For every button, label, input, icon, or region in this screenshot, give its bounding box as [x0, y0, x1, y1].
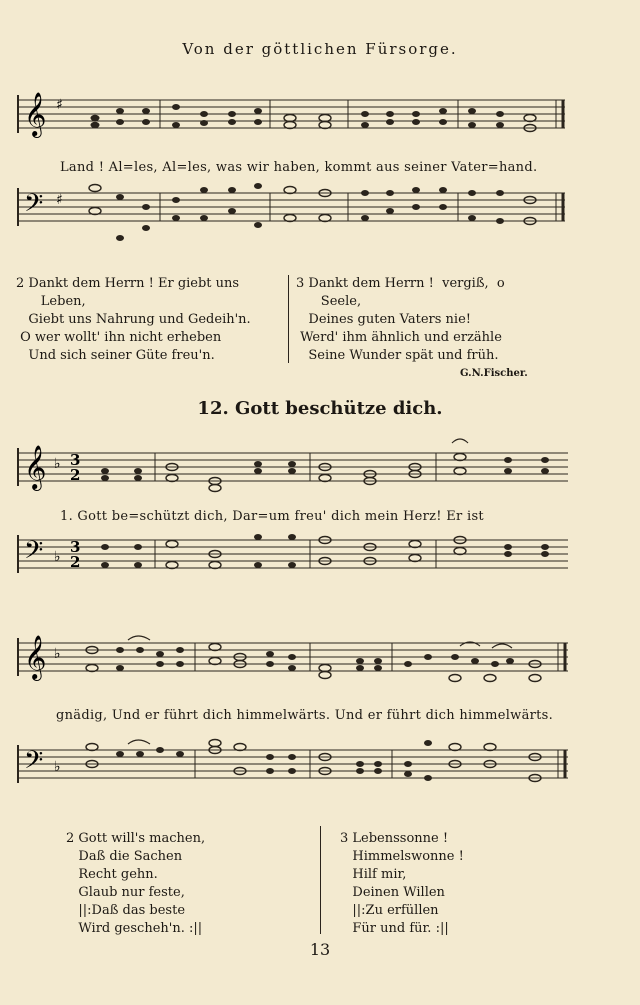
treble-clef-icon: 𝄞	[24, 445, 47, 489]
bass-clef-icon: 𝄢	[24, 746, 44, 781]
hymn1-verse-2: 2 Dankt dem Herrn ! Er giebt uns Leben, Giebt uns Nahrung und Gedeih'n. O wer wollt' ihn nicht erheben Und sich seiner Güte freu'n.	[16, 276, 251, 363]
hymn2-lyric-line-1: 1. Gott be=schützt dich, Dar=um freu' dich mein Herz! Er ist	[60, 509, 484, 524]
flat-icon: ♭	[54, 549, 61, 565]
hymn2-treble-staff-1	[0, 438, 640, 503]
flat-icon: ♭	[54, 759, 61, 775]
hymn1-verse-3: 3 Dankt dem Herrn ! vergiß, o Seele, Deines guten Vaters nie! Werd' ihm ähnlich und erzähle Seine Wunder spät und früh.	[296, 276, 505, 363]
hymn2-verse-3: 3 Lebenssonne ! Himmelswonne ! Hilf mir, Deinen Willen ||:Zu erfüllen Für und für. :||	[340, 831, 464, 936]
time-signature-bottom: 2	[70, 466, 81, 484]
flat-icon: ♭	[54, 646, 61, 662]
hymn1-attribution: G.N.Fischer.	[460, 368, 528, 379]
time-signature-top: 3	[70, 451, 81, 469]
hymn1-bass-staff	[0, 178, 640, 248]
hymn2-lyric-line-2: gnädig, Und er führt dich himmelwärts. Und er führt dich himmelwärts.	[56, 708, 554, 723]
hymn1-lyric-line: Land ! Al=les, Al=les, was wir haben, kommt aus seiner Vater=hand.	[60, 160, 538, 175]
section-heading: Von der göttlichen Fürsorge.	[182, 40, 458, 58]
time-signature-bottom: 2	[70, 553, 81, 571]
bass-clef-icon: 𝄢	[24, 536, 44, 571]
hymn2-verse-2: 2 Gott will's machen, Daß die Sachen Recht gehn. Glaub nur feste, ||:Daß das beste Wird gescheh'n. :||	[66, 831, 206, 936]
page-number: 13	[309, 940, 331, 959]
hymn2-title: 12. Gott beschütze dich.	[197, 398, 443, 419]
hymn2-bass-staff-1	[0, 525, 640, 590]
verse-divider	[320, 826, 321, 934]
treble-clef-icon: 𝄞	[24, 92, 47, 136]
fermata-icon	[452, 439, 468, 443]
hymn2-treble-staff-2	[0, 628, 640, 698]
sharp-icon: ♯	[56, 97, 63, 113]
hymn1-treble-staff	[0, 85, 640, 145]
verse-divider	[288, 275, 289, 363]
treble-clef-icon: 𝄞	[24, 635, 47, 679]
time-signature-top: 3	[70, 538, 81, 556]
flat-icon: ♭	[54, 456, 61, 472]
hymn2-bass-staff-2	[0, 730, 640, 805]
bass-clef-icon: 𝄢	[24, 189, 44, 224]
sharp-icon: ♯	[56, 192, 63, 208]
